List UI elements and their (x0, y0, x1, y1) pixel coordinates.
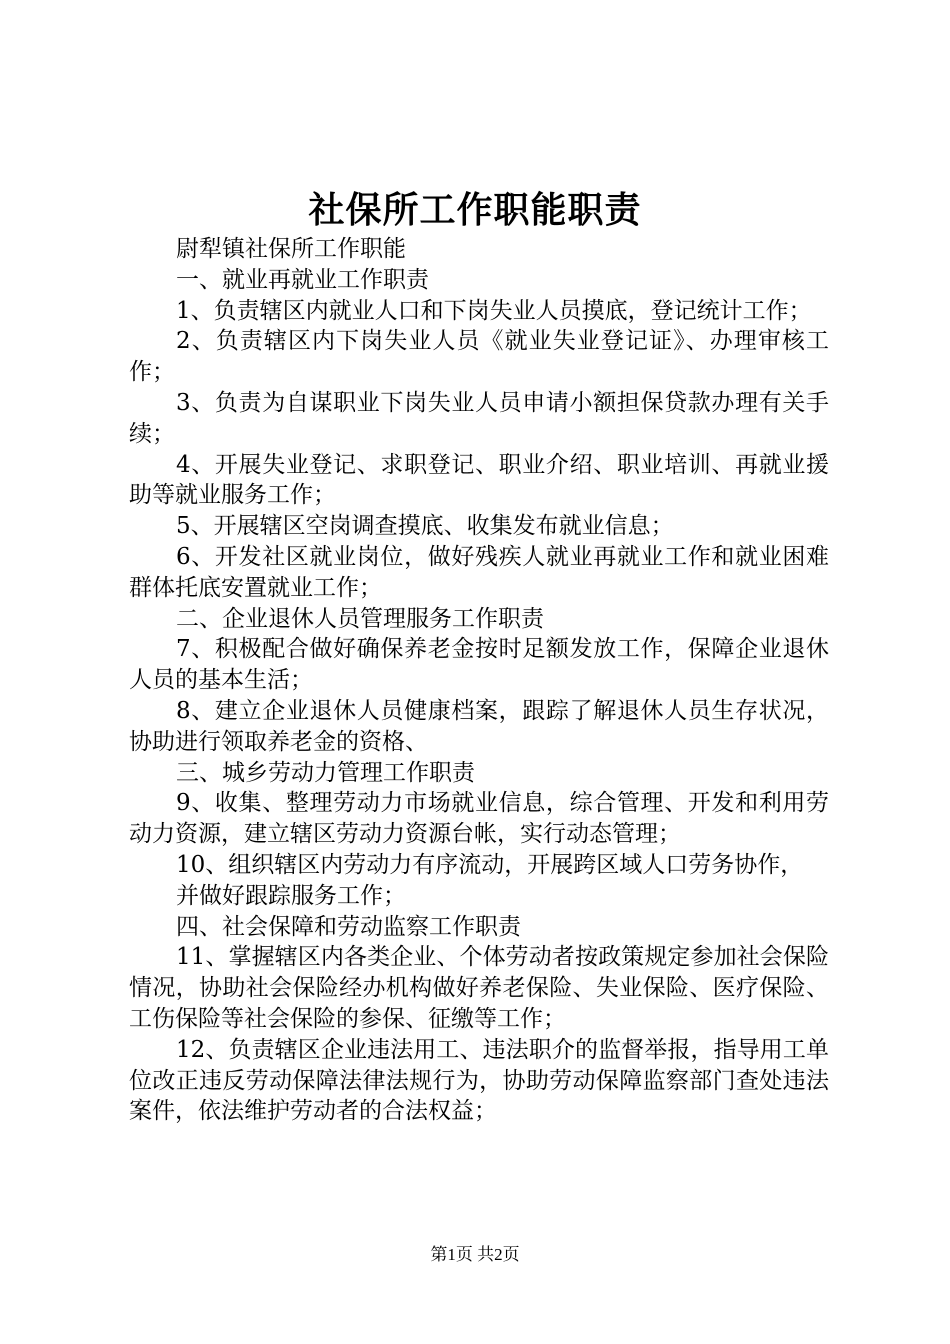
document-body (129, 234, 829, 1127)
page-number: 第1页 共2页 (430, 1245, 520, 1264)
list-item: 12、负责辖区企业违法用工、违法职介的监督举报，指导用工单位改正违反劳动保障法律法规行为，协助劳动保障监察部门查处违法案件，依法维护劳动者的合法权益； (129, 1036, 829, 1125)
paragraph: 尉犁镇社保所工作职能 (176, 236, 406, 262)
list-item: 4、开展失业登记、求职登记、职业介绍、职业培训、再就业援助等就业服务工作； (129, 451, 829, 509)
paragraph: 并做好跟踪服务工作； (176, 882, 406, 909)
list-item: 3、负责为自谋职业下岗失业人员申请小额担保贷款办理有关手续； (129, 389, 829, 447)
list-item: 9、收集、整理劳动力市场就业信息，综合管理、开发和利用劳动力资源，建立辖区劳动力资源台帐，实行动态管理； (129, 790, 829, 848)
list-item: 6、开发社区就业岗位，做好残疾人就业再就业工作和就业困难群体托底安置就业工作； (129, 543, 829, 601)
list-item: 8、建立企业退休人员健康档案，跟踪了解退休人员生存状况，协助进行领取养老金的资格、 (129, 697, 829, 755)
list-item: 2、负责辖区内下岗失业人员《就业失业登记证》、办理审核工作； (129, 328, 829, 386)
list-item: 5、开展辖区空岗调查摸底、收集发布就业信息； (176, 513, 674, 540)
section-heading: 一、就业再就业工作职责 (176, 266, 429, 293)
section-heading: 三、城乡劳动力管理工作职责 (176, 759, 475, 786)
list-item: 7、积极配合做好确保养老金按时足额发放工作，保障企业退休人员的基本生活； (129, 636, 829, 694)
page-title: 社保所工作职能职责 (308, 189, 642, 231)
list-item: 1、负责辖区内就业人口和下岗失业人员摸底，登记统计工作； (176, 297, 812, 324)
section-heading: 四、社会保障和劳动监察工作职责 (176, 913, 521, 940)
list-item: 10、组织辖区内劳动力有序流动，开展跨区域人口劳务协作， (176, 851, 804, 878)
list-item: 11、掌握辖区内各类企业、个体劳动者按政策规定参加社会保险情况，协助社会保险经办机构做好养老保险、失业保险、医疗保险、工伤保险等社会保险的参保、征缴等工作； (129, 944, 829, 1032)
section-heading: 二、企业退休人员管理服务工作职责 (176, 605, 544, 632)
